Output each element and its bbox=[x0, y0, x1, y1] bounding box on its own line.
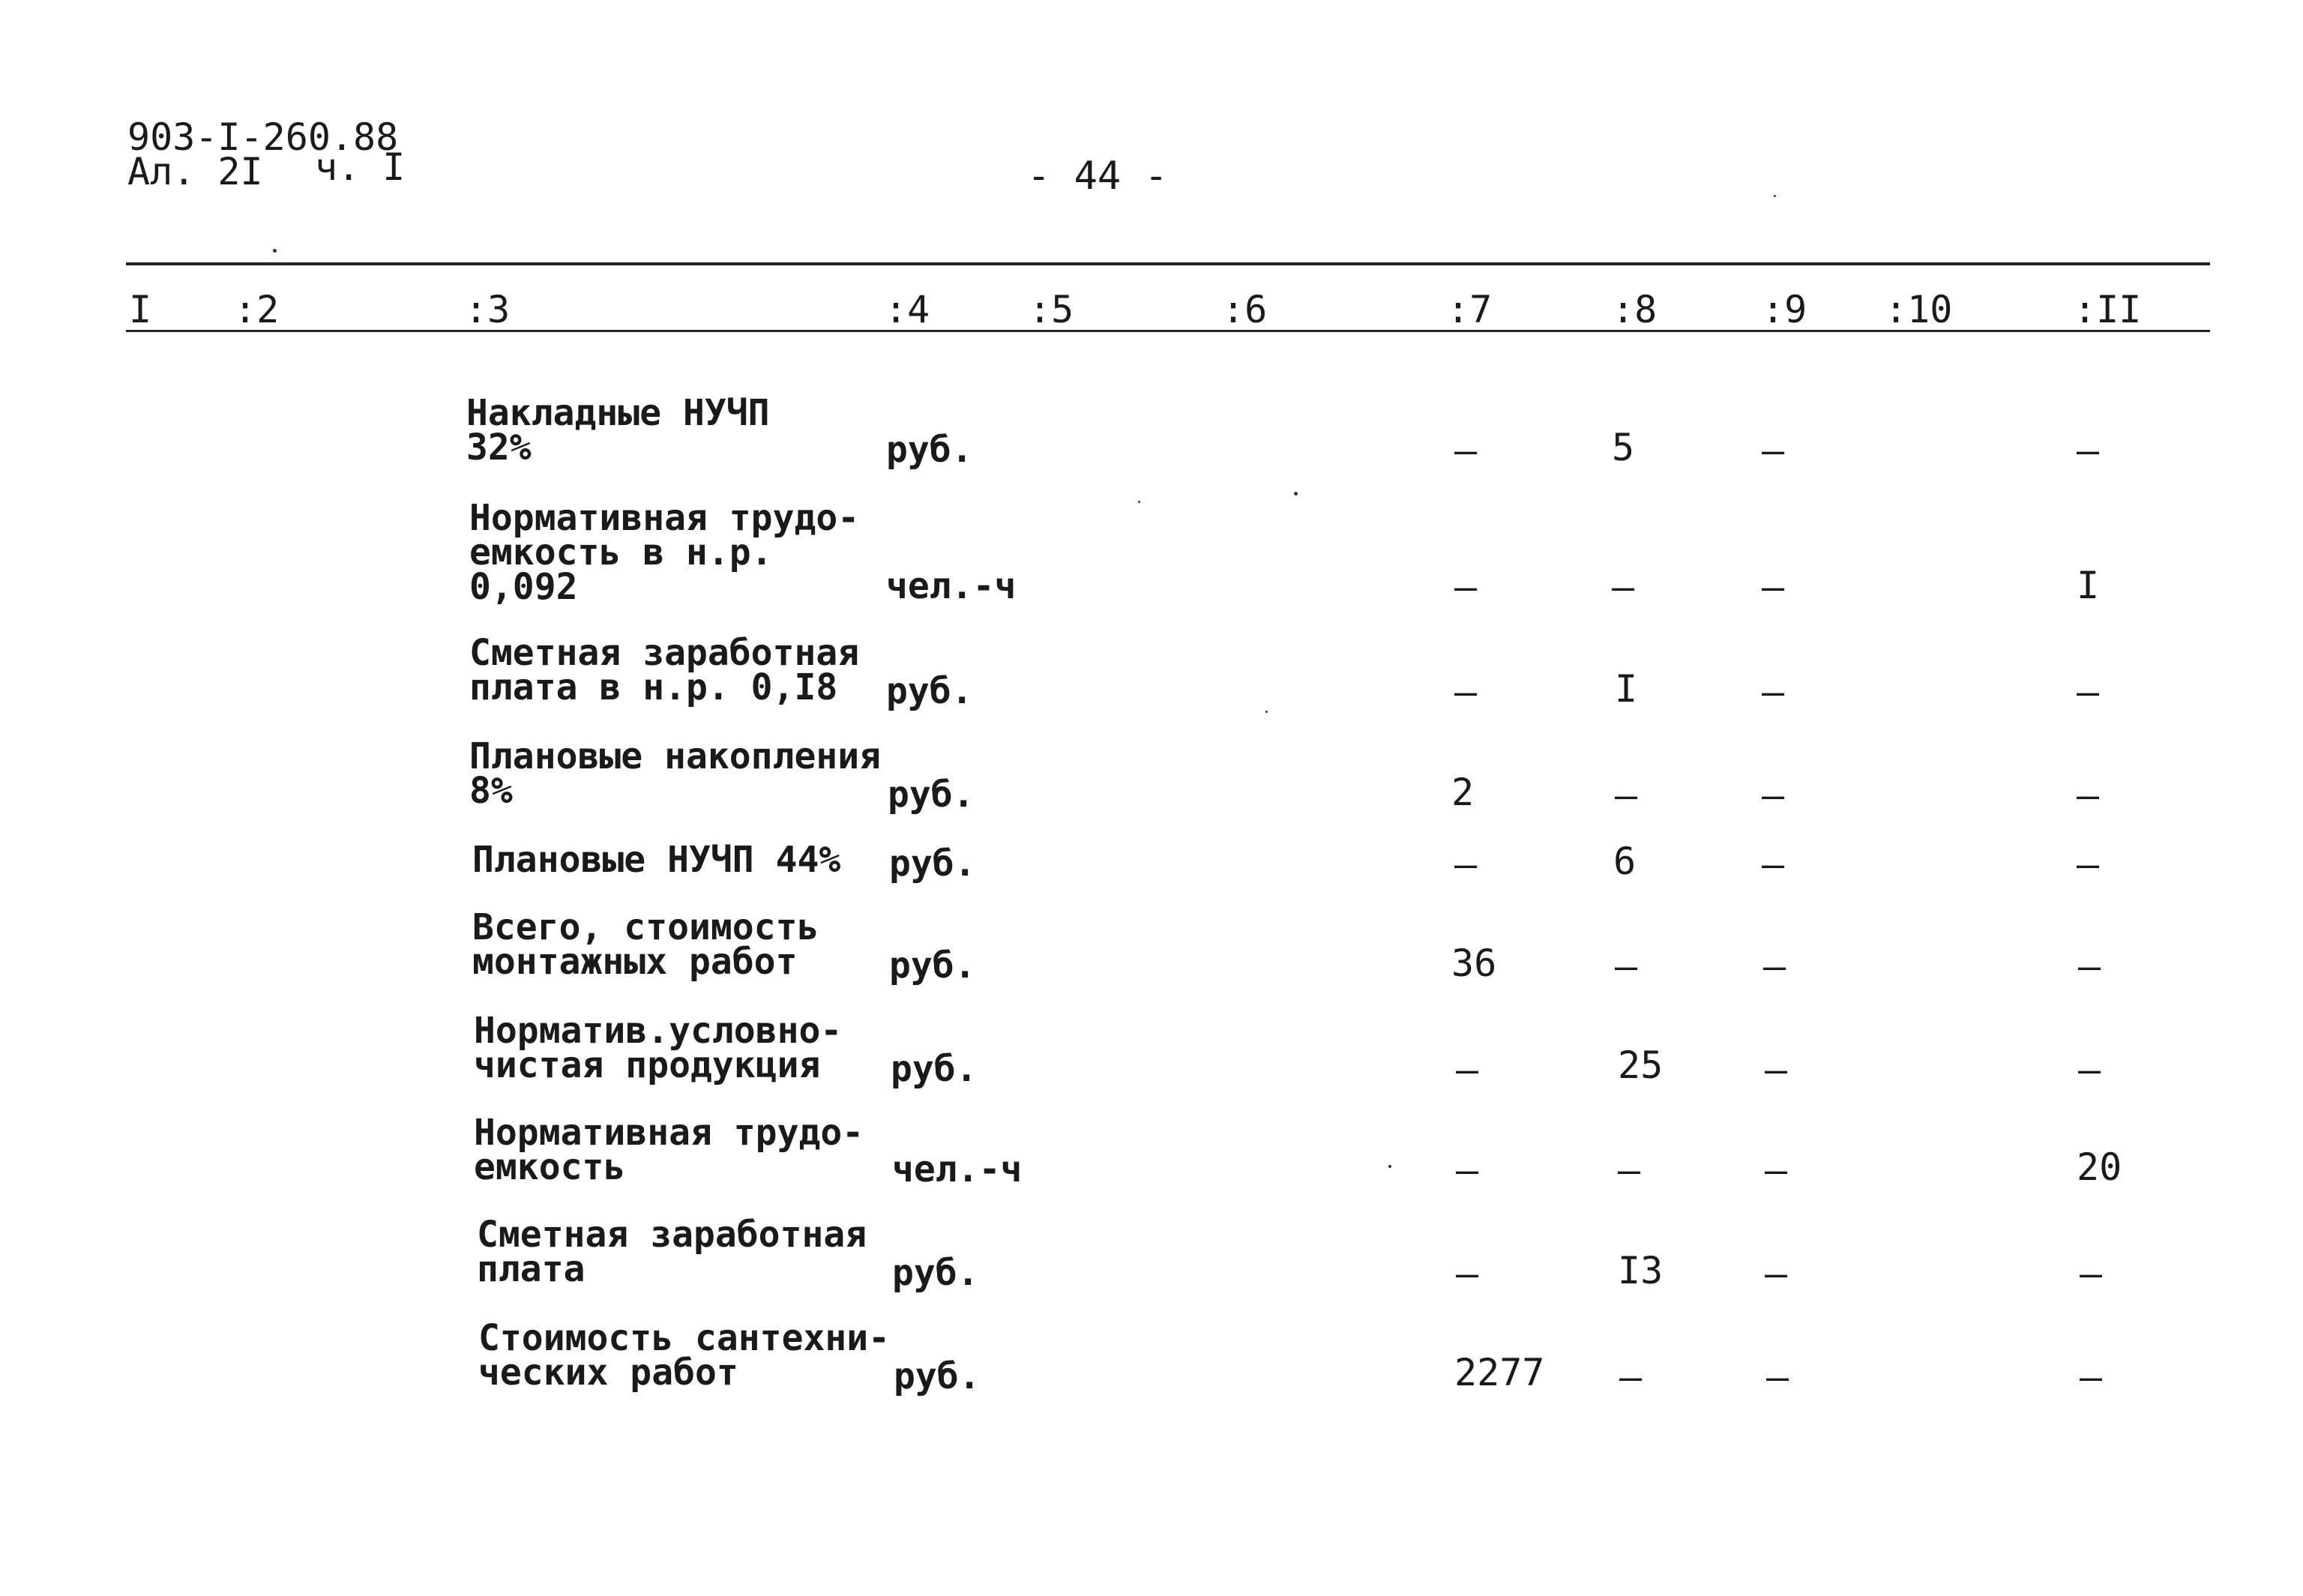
cell-col7: – bbox=[1456, 1048, 1479, 1091]
cell-col9: – bbox=[1765, 1048, 1788, 1091]
row-unit: руб. bbox=[888, 774, 975, 816]
cell-col9: – bbox=[1762, 429, 1785, 472]
cell-col9: – bbox=[1762, 670, 1785, 714]
description-line: емкость в н.р. bbox=[469, 532, 773, 573]
page-number: - 44 - bbox=[1027, 154, 1168, 199]
cell-col11: – bbox=[2078, 1048, 2101, 1091]
row-description bbox=[472, 906, 819, 983]
cell-col7: – bbox=[1456, 1148, 1479, 1192]
row-description bbox=[472, 839, 841, 881]
cell-col7: 2277 bbox=[1454, 1351, 1545, 1394]
cell-col11: – bbox=[2078, 945, 2101, 988]
description-line: Плановые накопления bbox=[469, 735, 882, 777]
row-description bbox=[469, 632, 860, 708]
scan-speck bbox=[273, 249, 277, 253]
cell-col11: – bbox=[2077, 429, 2100, 472]
cell-col8: 5 bbox=[1612, 426, 1635, 469]
cell-col8: – bbox=[1618, 1148, 1641, 1192]
document-code: 903-I-260.88 bbox=[127, 115, 399, 159]
row-unit: чел.-ч bbox=[886, 565, 1017, 607]
cell-col8: 6 bbox=[1613, 840, 1637, 883]
row-unit: руб. bbox=[891, 1048, 978, 1090]
cell-col8: 25 bbox=[1618, 1044, 1664, 1087]
cell-col8: – bbox=[1619, 1355, 1643, 1399]
row-description bbox=[469, 497, 860, 608]
column-header-4: :4 bbox=[885, 288, 930, 331]
description-line: плата bbox=[477, 1248, 585, 1290]
part-number: ч. I bbox=[315, 145, 406, 189]
description-line: монтажных работ bbox=[472, 941, 798, 983]
row-unit: руб. bbox=[886, 670, 973, 712]
description-line: емкость bbox=[474, 1146, 626, 1188]
cell-col9: – bbox=[1762, 565, 1785, 609]
row-unit: чел.-ч bbox=[892, 1148, 1023, 1190]
description-line: ческих работ bbox=[478, 1352, 738, 1394]
cell-col7: – bbox=[1454, 670, 1478, 714]
scan-speck bbox=[1774, 195, 1776, 197]
cell-col9: – bbox=[1766, 1355, 1789, 1399]
cell-col11: I bbox=[2077, 564, 2100, 607]
row-unit: руб. bbox=[894, 1355, 981, 1397]
cell-col7: 2 bbox=[1451, 771, 1475, 814]
cell-col9: – bbox=[1765, 1148, 1788, 1192]
row-description bbox=[469, 735, 882, 812]
description-line: Всего, стоимость bbox=[472, 906, 819, 948]
sheet-number: Ал. 2I bbox=[127, 150, 263, 193]
description-line: 8% bbox=[469, 770, 513, 812]
description-line: Сметная заработная bbox=[477, 1214, 867, 1256]
row-unit: руб. bbox=[889, 843, 976, 885]
cell-col8: – bbox=[1615, 945, 1638, 988]
scan-speck bbox=[1138, 501, 1140, 503]
table-top-rule bbox=[126, 262, 2210, 265]
description-line: Норматив.условно- bbox=[474, 1010, 843, 1052]
column-header-8: :8 bbox=[1612, 288, 1658, 331]
row-description bbox=[466, 392, 770, 469]
column-header-1: I bbox=[129, 288, 152, 331]
cell-col9: – bbox=[1763, 945, 1786, 988]
description-line: Стоимость сантехни- bbox=[478, 1317, 891, 1359]
description-line: Накладные НУЧП bbox=[466, 392, 770, 434]
row-unit: руб. bbox=[892, 1252, 979, 1294]
cell-col9: – bbox=[1765, 1252, 1788, 1295]
row-unit: руб. bbox=[889, 945, 976, 987]
description-line: Нормативная трудо- bbox=[474, 1112, 864, 1154]
scan-speck bbox=[1294, 492, 1298, 496]
description-line: плата в н.р. 0,I8 bbox=[469, 666, 838, 708]
description-line: Сметная заработная bbox=[469, 632, 860, 674]
cell-col8: I3 bbox=[1618, 1249, 1664, 1292]
scan-speck bbox=[1265, 711, 1268, 713]
description-line: Нормативная трудо- bbox=[469, 497, 860, 539]
cell-col11: – bbox=[2077, 843, 2100, 886]
description-line: Плановые НУЧП 44% bbox=[472, 839, 841, 881]
cell-col11: 20 bbox=[2077, 1145, 2122, 1189]
cell-col7: – bbox=[1454, 429, 1478, 472]
cell-col8: – bbox=[1615, 774, 1638, 817]
cell-col11: – bbox=[2077, 670, 2100, 714]
column-header-5: :5 bbox=[1029, 288, 1074, 331]
cell-col8: I bbox=[1615, 667, 1638, 711]
cell-col9: – bbox=[1762, 774, 1785, 817]
cell-col7: – bbox=[1456, 1252, 1479, 1295]
description-line: 32% bbox=[466, 427, 532, 469]
cell-col7: 36 bbox=[1451, 942, 1497, 985]
cell-col11: – bbox=[2077, 774, 2100, 817]
description-line: чистая продукция bbox=[474, 1044, 821, 1086]
cell-col8: – bbox=[1612, 565, 1635, 609]
description-line: 0,092 bbox=[469, 566, 578, 608]
cell-col7: – bbox=[1454, 565, 1478, 609]
column-header-11: :II bbox=[2074, 288, 2142, 331]
column-header-10: :10 bbox=[1885, 288, 1953, 331]
column-header-6: :6 bbox=[1222, 288, 1268, 331]
row-description bbox=[477, 1214, 867, 1290]
row-unit: руб. bbox=[886, 429, 973, 471]
cell-col7: – bbox=[1454, 843, 1478, 886]
column-header-7: :7 bbox=[1447, 288, 1493, 331]
row-description bbox=[474, 1010, 843, 1086]
row-description bbox=[478, 1317, 891, 1394]
scan-speck bbox=[1388, 1165, 1391, 1168]
column-header-3: :3 bbox=[465, 288, 511, 331]
cell-col11: – bbox=[2080, 1355, 2103, 1399]
column-header-9: :9 bbox=[1762, 288, 1807, 331]
cell-col9: – bbox=[1762, 843, 1785, 886]
row-description bbox=[474, 1112, 864, 1188]
column-header-2: :2 bbox=[234, 288, 280, 331]
cell-col11: – bbox=[2080, 1252, 2103, 1295]
